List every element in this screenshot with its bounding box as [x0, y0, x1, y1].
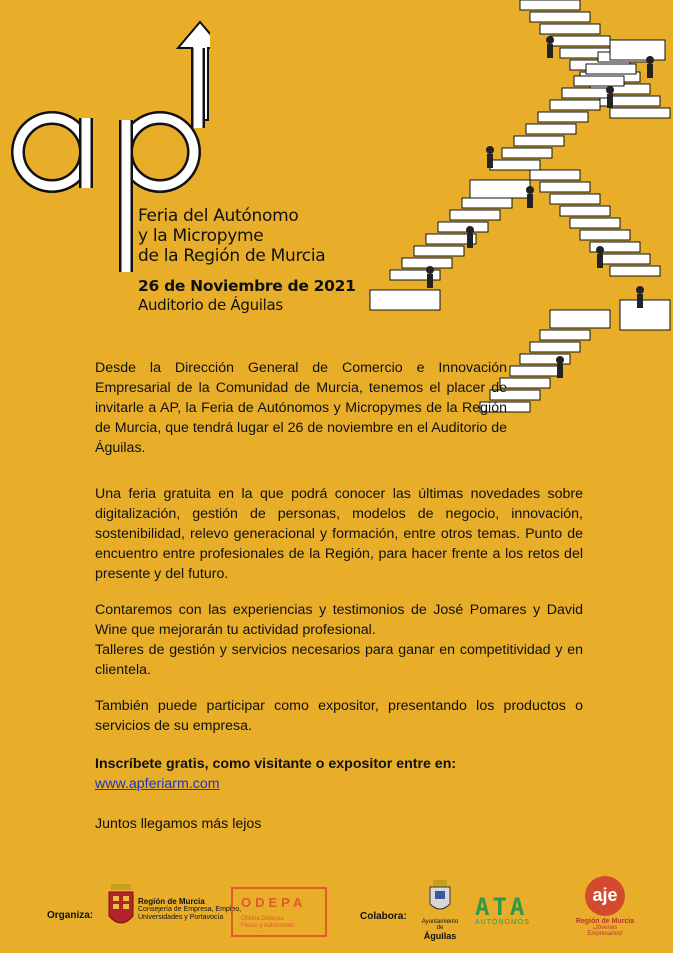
odepa-name: ODEPA	[241, 895, 307, 910]
odepa-subtitle	[241, 916, 294, 930]
fair-title	[138, 206, 325, 266]
website-link[interactable]: www.apferiarm.com	[95, 776, 220, 792]
murcia-name: Región de Murcia	[138, 897, 205, 906]
colabora-label: Colabora:	[360, 911, 407, 922]
odepa-subtitle-1: Oficina Defensa	[241, 916, 284, 922]
closing-line: Juntos llegamos más lejos	[95, 816, 262, 832]
title-line-3: de la Región de Murcia	[138, 246, 326, 266]
ata-name: ATA	[475, 893, 528, 921]
aguilas-name: Águilas	[423, 931, 457, 941]
paragraph-intro: Desde la Dirección General de Comercio e Innovación Empresarial de la Comunidad de Murcia, tenemos el placer de invitarle a AP, la Feria de Autónomos y Micropymes de la Región de Murcia, que tendrá lugar el 26 de noviembre en el Auditorio de Águilas.	[95, 360, 507, 456]
aje-logo	[575, 876, 635, 937]
event-date: 26 de Noviembre de 2021	[138, 277, 356, 295]
paragraph-workshops-line: Talleres de gestión y servicios necesarios para ganar en competitividad y en clientela.	[95, 642, 583, 678]
aguilas-logo	[420, 880, 460, 941]
title-line-1: Feria del Autónomo	[138, 206, 299, 226]
registration-block	[95, 754, 583, 794]
title-line-2: y la Micropyme	[138, 226, 264, 246]
ata-subtitle: AUTÓNOMOS	[475, 919, 530, 926]
aje-region: Región de Murcia	[575, 918, 635, 925]
aje-tagline: ¡Jóvenes Empresarios!	[587, 925, 623, 937]
odepa-logo	[231, 887, 327, 937]
paragraph-speakers	[95, 600, 583, 680]
paragraph-fair-description: Una feria gratuita en la que podrá conocer las últimas novedades sobre digitalización, gestión de personas, modelos de negocio, innovación, sostenibilidad, relevo generacional y formación, entre otros temas. Punto de encuentro entre profesionales de la Región, para hacer frente a los retos del presente y del futuro.	[95, 486, 583, 582]
murcia-dept-1: Consejería de Empresa, Empleo,	[138, 906, 242, 913]
sponsors-footer	[0, 870, 673, 950]
event-venue: Auditorio de Águilas	[138, 296, 283, 314]
organiza-label: Organiza:	[47, 910, 94, 921]
registration-call: Inscríbete gratis, como visitante o expositor entre en:	[95, 756, 457, 772]
murcia-dept-2: Universidades y Portavocía	[138, 914, 224, 921]
murcia-logo-text	[138, 898, 241, 922]
aguilas-small-text: Ayuntamiento de	[421, 919, 459, 931]
aguilas-crest-icon	[429, 880, 451, 914]
aje-circle: aje	[585, 876, 625, 916]
paragraph-speakers-line: Contaremos con las experiencias y testimonios de José Pomares y David Wine que mejorarán tu actividad profesional.	[95, 602, 583, 638]
paragraph-exhibitor: También puede participar como expositor, presentando los productos o servicios de su empresa.	[95, 698, 583, 734]
murcia-shield-icon	[107, 882, 135, 932]
ata-logo	[475, 895, 530, 926]
odepa-subtitle-2: Ferias y Autónomos	[241, 923, 295, 929]
